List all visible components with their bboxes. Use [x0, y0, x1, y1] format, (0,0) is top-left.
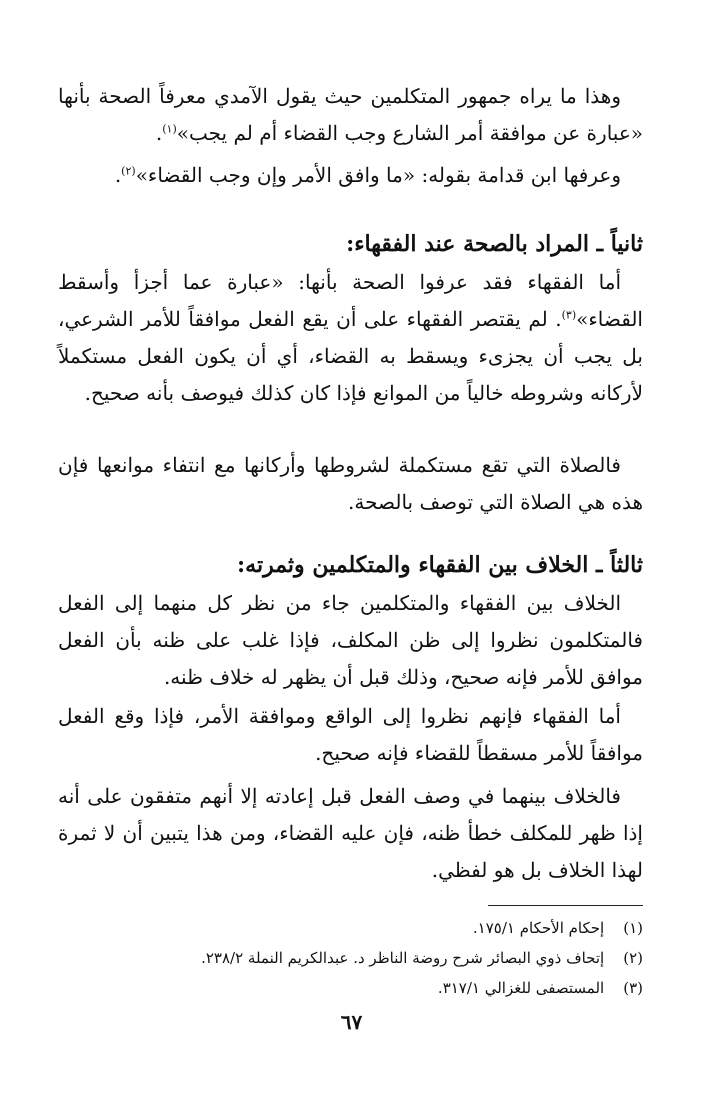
page-number: ٦٧: [340, 1010, 363, 1034]
footnote-3-number: (٣): [623, 979, 643, 997]
footnotes: [58, 913, 643, 1003]
footnote-2-text: إتحاف ذوي البصائر شرح روضة الناظر د. عبدالكريم النملة ٢٣٨/٢.: [201, 949, 605, 967]
footnote-2-number: (٢): [623, 949, 643, 967]
footnote-1-number: (١): [623, 919, 643, 937]
section-3-paragraph-2-text: أما الفقهاء فإنهم نظروا إلى الواقع وموافقة الأمر، فإذا وقع الفعل موافقاً للأمر مسقطاً للقضاء فإنه صحيح.: [58, 704, 643, 765]
section-3-heading: ثالثاً ـ الخلاف بين الفقهاء والمتكلمين وثمرته:: [237, 552, 643, 578]
section-3-paragraph-2: [58, 698, 643, 772]
intro-paragraph-1: [58, 78, 643, 152]
footnote-ref-2: (٢): [121, 164, 136, 178]
intro-paragraph-2-end: .: [114, 163, 122, 187]
footnote-2: [58, 943, 643, 973]
section-3-paragraph-1: [58, 585, 643, 696]
section-2-paragraph-2-text: فالصلاة التي تقع مستكملة لشروطها وأركانها مع انتفاء موانعها فإن هذه هي الصلاة التي توصف بالصحة.: [58, 453, 643, 514]
footnote-3-text: المستصفى للغزالي ٣١٧/١.: [437, 979, 605, 997]
section-2-heading-wrap: [58, 226, 643, 262]
section-2-paragraph-2: [58, 447, 643, 521]
section-2-paragraph-1: [58, 264, 643, 412]
section-3-heading-wrap: [58, 547, 643, 583]
intro-paragraph-2-text: وعرفها ابن قدامة بقوله: «ما وافق الأمر وإن وجب القضاء»: [135, 163, 621, 187]
section-3-paragraph-3: [58, 778, 643, 889]
footnote-ref-3: (٣): [561, 308, 577, 322]
section-3-paragraph-3-text: فالخلاف بينهما في وصف الفعل قبل إعادته إلا أنهم متفقون على أنه إذا ظهر للمكلف خطأ ظنه، فإن عليه القضاء، ومن هذا يتبين أن لا ثمرة لهذا الخلاف بل هو لفظي.: [58, 784, 643, 882]
intro-paragraph-1-end: .: [155, 121, 163, 145]
footnote-1: [58, 913, 643, 943]
footnote-3: [58, 973, 643, 1003]
footnote-divider: [488, 905, 643, 906]
section-2-paragraph-1-text-b: . لم يقتصر الفقهاء على أن يقع الفعل موافقاً للأمر الشرعي، بل يجب أن يجزىء ويسقط به القضاء، أي أن يكون الفعل مستكملاً لأركانه وشروطه خالياً من الموانع فإذا كان كذلك فيوصف بأنه صحيح.: [58, 307, 643, 405]
footnote-1-text: إحكام الأحكام ١٧٥/١.: [472, 919, 605, 937]
section-2-paragraph-1-text-a: أما الفقهاء فقد عرفوا الصحة بأنها: «عبارة عما أجزأ وأسقط القضاء»: [58, 270, 643, 331]
section-3-paragraph-1-text: الخلاف بين الفقهاء والمتكلمين جاء من نظر كل منهما إلى الفعل فالمتكلمون نظروا إلى ظن المكلف، فإذا غلب على ظنه بأن الفعل موافق للأمر فإنه صحيح، وذلك قبل أن يظهر له خلاف ظنه.: [58, 591, 643, 689]
intro-paragraph-2: [58, 157, 643, 194]
footnote-ref-1: (١): [162, 122, 177, 136]
section-2-heading: ثانياً ـ المراد بالصحة عند الفقهاء:: [346, 231, 643, 257]
intro-paragraph-1-text: وهذا ما يراه جمهور المتكلمين حيث يقول الآمدي معرفاً الصحة بأنها «عبارة عن موافقة أمر الشارع وجب القضاء أم لم يجب»: [58, 84, 643, 145]
